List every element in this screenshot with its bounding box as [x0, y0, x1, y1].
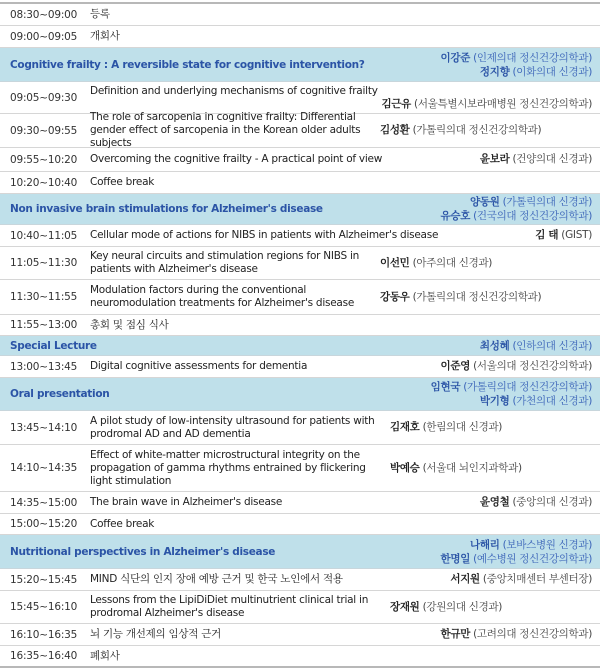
item-title: 개회사	[90, 30, 120, 42]
time-slot: 08:30~09:00	[10, 8, 78, 21]
session-title: Non invasive brain stimulations for Alzheimer's disease	[10, 203, 323, 215]
item-title: Coffee break	[90, 176, 155, 188]
item-title: The role of sarcopenia in cognitive frailty: Differential gender effect of sarcopenia in the Korean older adults subjects	[90, 111, 361, 149]
time-slot: 15:45~16:10	[10, 601, 78, 613]
schedule-row	[0, 247, 600, 280]
speaker-name: 김근유	[381, 97, 411, 110]
speaker-name: 서지원	[450, 573, 480, 585]
chair-affiliation: (이화의대 신경과)	[509, 65, 592, 78]
speaker-name: 이선민	[380, 256, 410, 269]
speaker	[480, 496, 600, 509]
speaker	[480, 153, 600, 166]
chair-affiliation: (가톨릭의대 신경과)	[499, 196, 592, 208]
item-title: Lessons from the LipiDiDiet multinutrient clinical trial in prodromal Alzheimer's disease	[90, 594, 369, 619]
session-header	[0, 48, 600, 82]
time-slot: 11:05~11:30	[10, 257, 78, 269]
item-title: Digital cognitive assessments for dementia	[90, 360, 308, 372]
schedule-row	[0, 492, 600, 514]
schedule-row	[0, 411, 600, 445]
speaker-affiliation: (강원의대 신경과)	[419, 600, 503, 613]
speaker-affiliation: (서울특별시보라매병원 정신건강의학과)	[411, 97, 592, 110]
speaker-name: 김 태	[535, 229, 559, 241]
session-title: Nutritional perspectives in Alzheimer's disease	[10, 545, 276, 558]
session-header	[0, 336, 600, 356]
speaker	[381, 98, 600, 111]
session-chairs	[431, 380, 600, 408]
item-title: 폐회사	[90, 649, 120, 662]
chair-affiliation: (건국의대 정신건강의학과)	[470, 210, 592, 222]
schedule-row	[0, 148, 600, 172]
item-title: 등록	[90, 8, 110, 20]
schedule-row	[0, 172, 600, 194]
chair-name: 양동원	[470, 196, 500, 208]
speaker	[441, 360, 600, 373]
speaker	[380, 257, 500, 270]
speaker-affiliation: (가톨릭의대 정신건강의학과)	[409, 290, 542, 303]
chair-name: 이강준	[440, 51, 471, 64]
session-title: Special Lecture	[10, 339, 97, 352]
schedule-row	[0, 624, 600, 646]
speaker	[390, 462, 530, 475]
time-slot: 10:40~11:05	[10, 229, 78, 242]
time-slot: 09:05~09:30	[10, 91, 78, 104]
item-title: Modulation factors during the conventional neuromodulation treatments for Alzheimer's disease	[90, 284, 355, 309]
chair-name: 한명일	[440, 552, 471, 565]
schedule-row	[0, 591, 600, 624]
speaker-affiliation: (아주의대 신경과)	[409, 256, 493, 269]
session-title: Cognitive frailty : A reversible state for cognitive intervention?	[10, 58, 365, 71]
item-title: The brain wave in Alzheimer's disease	[90, 496, 283, 508]
speaker-name: 강동우	[380, 290, 410, 303]
schedule-row	[0, 4, 600, 26]
schedule-row	[0, 514, 600, 535]
speaker-name: 한규만	[440, 628, 471, 640]
schedule-row	[0, 356, 600, 378]
speaker	[390, 601, 510, 614]
chair-affiliation: (가천의대 신경과)	[509, 395, 592, 407]
chair-affiliation: (보바스병원 신경과)	[499, 538, 592, 551]
item-title: Overcoming the cognitive frailty - A practical point of view	[90, 153, 383, 165]
session-header	[0, 535, 600, 569]
session-chairs	[441, 195, 600, 223]
session-chairs	[441, 538, 600, 566]
speaker-affiliation: (고려의대 정신건강의학과)	[470, 628, 592, 640]
speaker-name: 윤보라	[479, 153, 510, 165]
speaker-affiliation: (중앙치매센터 부센터장)	[479, 573, 592, 585]
speaker	[380, 124, 549, 137]
schedule-row	[0, 445, 600, 492]
schedule-row	[0, 646, 600, 666]
time-slot: 14:10~14:35	[10, 462, 78, 474]
schedule-row	[0, 569, 600, 591]
speaker	[441, 628, 600, 641]
item-title: 총회 및 점심 식사	[90, 318, 169, 331]
chair-name: 정지향	[479, 65, 510, 78]
speaker	[390, 421, 510, 434]
time-slot: 10:20~10:40	[10, 176, 78, 189]
schedule-row	[0, 280, 600, 315]
time-slot: 15:00~15:20	[10, 518, 78, 530]
speaker	[380, 291, 549, 304]
time-slot: 14:35~15:00	[10, 496, 78, 509]
schedule-row	[0, 26, 600, 48]
time-slot: 15:20~15:45	[10, 573, 78, 586]
speaker-name: 윤영철	[479, 496, 510, 508]
item-title: MIND 식단의 인지 장애 예방 근거 및 한국 노인에서 적용	[90, 573, 343, 585]
schedule-row	[0, 82, 600, 114]
session-title: Oral presentation	[10, 388, 110, 400]
speaker-name: 김성환	[380, 124, 410, 136]
speaker-affiliation: (가톨릭의대 정신건강의학과)	[409, 124, 542, 136]
chair-name: 나해리	[470, 538, 500, 551]
speaker-name: 박예승	[390, 461, 420, 474]
time-slot: 11:55~13:00	[10, 319, 78, 331]
speaker-name: 김재호	[390, 421, 420, 433]
session-header	[0, 378, 600, 411]
time-slot: 13:45~14:10	[10, 421, 78, 434]
schedule-row	[0, 111, 600, 149]
chair-affiliation: (인제의대 정신건강의학과)	[470, 51, 592, 64]
time-slot: 11:30~11:55	[10, 291, 78, 303]
schedule-row	[0, 225, 600, 247]
speaker-affiliation: (서울의대 정신건강의학과)	[470, 360, 592, 372]
item-title: Coffee break	[90, 517, 155, 530]
session-header	[0, 194, 600, 225]
chair-name: 유승호	[440, 210, 471, 222]
speaker-affiliation: (GIST)	[558, 229, 592, 241]
chair-name: 박기형	[479, 395, 510, 407]
time-slot: 09:55~10:20	[10, 153, 78, 166]
item-title: Key neural circuits and stimulation regions for NIBS in patients with Alzheimer's disease	[90, 250, 360, 275]
chair-name: 임현국	[430, 381, 461, 393]
chair-name: 최성혜	[479, 339, 510, 352]
item-title: Cellular mode of actions for NIBS in patients with Alzheimer's disease	[90, 229, 439, 241]
time-slot: 16:10~16:35	[10, 628, 78, 641]
speaker-name: 장재원	[390, 600, 420, 613]
time-slot: 13:00~13:45	[10, 360, 78, 373]
speaker-affiliation: (건양의대 신경과)	[509, 153, 592, 165]
speaker-affiliation: (중앙의대 신경과)	[509, 496, 592, 508]
speaker	[450, 573, 600, 586]
program-schedule-table	[0, 2, 600, 668]
item-title: Definition and underlying mechanisms of cognitive frailty	[90, 84, 378, 97]
speaker-affiliation: (서울대 뇌인지과학과)	[419, 461, 522, 474]
time-slot: 16:35~16:40	[10, 650, 78, 662]
item-title: A pilot study of low-intensity ultrasound for patients with prodromal AD and AD dementia	[90, 414, 375, 440]
session-chairs	[480, 339, 600, 353]
time-slot: 09:30~09:55	[10, 124, 78, 137]
item-title: 뇌 기능 개선제의 임상적 근거	[90, 628, 222, 640]
speaker-name: 이준영	[440, 360, 471, 372]
time-slot: 09:00~09:05	[10, 30, 78, 43]
item-title: Effect of white-matter microstructural integrity on the propagation of gamma rhythms entrained by flickering light stimulation	[90, 448, 366, 487]
schedule-row	[0, 315, 600, 336]
chair-affiliation: (가톨릭의대 정신건강의학과)	[460, 381, 592, 393]
speaker-affiliation: (한림의대 신경과)	[419, 421, 503, 433]
session-chairs	[441, 51, 600, 79]
chair-affiliation: (인하의대 신경과)	[509, 339, 592, 352]
speaker	[535, 229, 600, 242]
chair-affiliation: (예수병원 정신건강의학과)	[470, 552, 592, 565]
